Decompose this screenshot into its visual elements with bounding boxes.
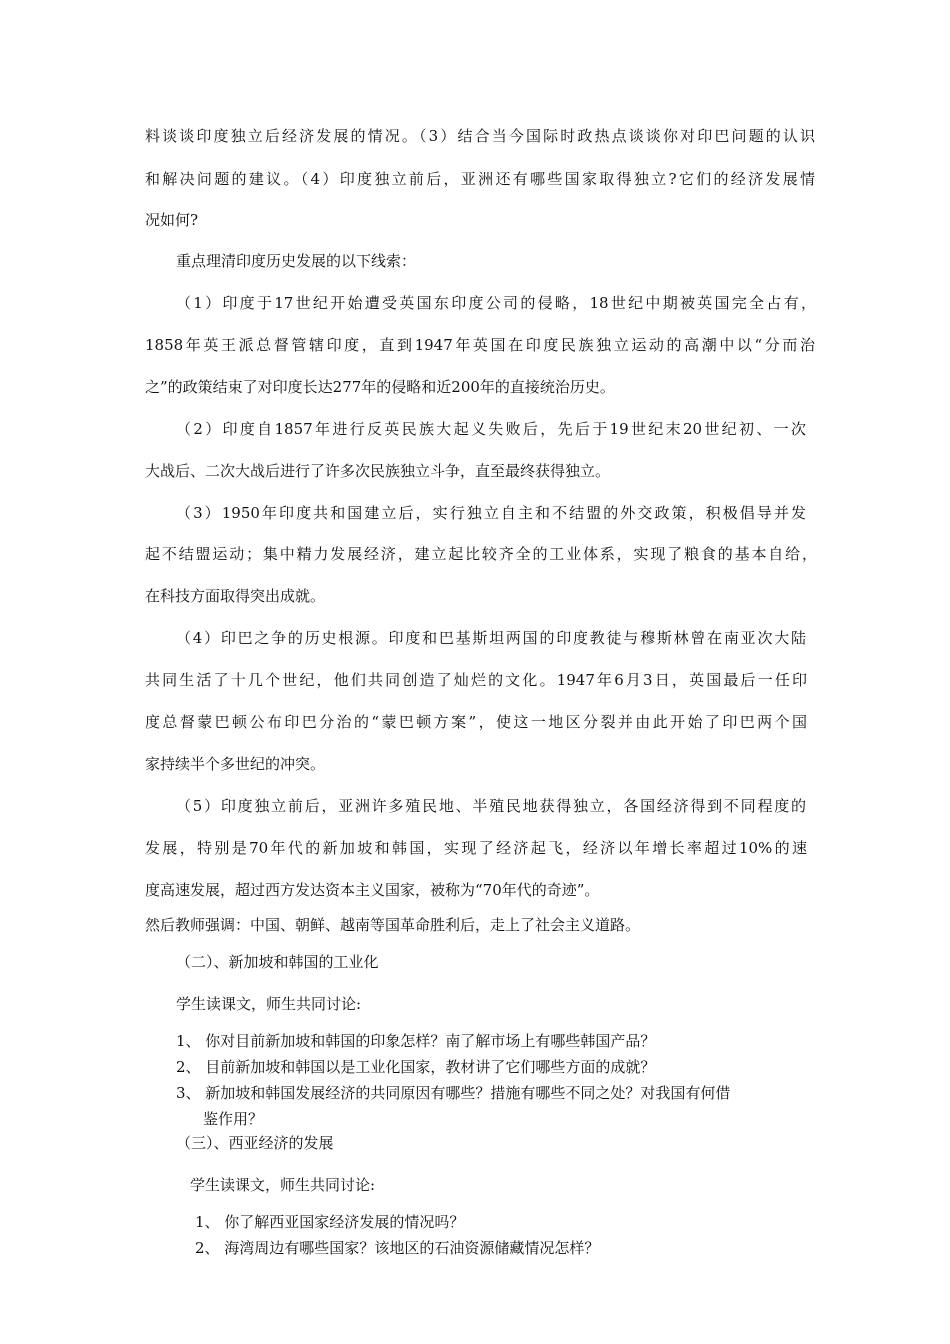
question-2-3: 3、 新加坡和韩国发展经济的共同原因有哪些？措施有哪些不同之处？对我国有何借 [176,1084,731,1102]
section-intro: 重点理清印度历史发展的以下线索： [176,252,417,270]
point-1-line-2: 1858年英王派总督管辖印度，直到1947年英国在印度民族独立运动的高潮中以“分而治 [145,336,815,354]
point-5-line-3: 度高速发展，超过西方发达资本主义国家，被称为“70年代的奇迹”。 [145,881,600,899]
point-1-line-1: （1）印度于17世纪开始遭受英国东印度公司的侵略，18世纪中期被英国完全占有， [176,294,816,312]
paragraph-line-3: 况如何? [145,211,199,229]
section-heading-3: （三）、西亚经济的发展 [176,1134,334,1152]
point-5-line-1: （5）印度独立前后，亚洲许多殖民地、半殖民地获得独立，各国经济得到不同程度的 [176,797,806,815]
section-heading-2: （二）、新加坡和韩国的工业化 [176,953,379,971]
question-2-2: 2、 目前新加坡和韩国以是工业化国家，教材讲了它们哪些方面的成就？ [176,1058,656,1076]
point-1-line-3: 之”的政策结束了对印度长达277年的侵略和近200年的直接统治历史。 [145,378,615,396]
point-4-line-3: 度总督蒙巴顿公布印巴分治的“蒙巴顿方案”，使这一地区分裂并由此开始了印巴两个国 [145,713,807,731]
point-2-line-1: （2）印度自1857年进行反英民族大起义失败后，先后于19世纪末20世纪初、一次 [176,420,806,438]
point-4-line-2: 共同生活了十几个世纪，他们共同创造了灿烂的文化。1947年6月3日，英国最后一任印 [145,671,807,689]
point-3-line-3: 在科技方面取得突出成就。 [145,587,326,605]
point-4-line-1: （4）印巴之争的历史根源。印度和巴基斯坦两国的印度教徒与穆斯林曾在南亚次大陆 [176,629,806,647]
question-2-3-cont: 鉴作用？ [203,1110,264,1128]
discussion-intro-3: 学生读课文，师生共同讨论: [190,1176,376,1194]
question-2-1: 1、 你对目前新加坡和韩国的印象怎样？南了解市场上有哪些韩国产品？ [176,1032,656,1050]
paragraph-line-1: 料谈谈印度独立后经济发展的情况。（3）结合当今国际时政热点谈谈你对印巴问题的认识 [145,127,815,145]
teacher-emphasis: 然后教师强调：中国、朝鲜、越南等国革命胜利后，走上了社会主义道路。 [145,916,641,934]
point-3-line-2: 起不结盟运动；集中精力发展经济，建立起比较齐全的工业体系，实现了粮食的基本自给， [145,545,817,563]
point-5-line-2: 发展，特别是70年代的新加坡和韩国，实现了经济起飞，经济以年增长率超过10%的速 [145,839,807,857]
point-2-line-2: 大战后、二次大战后进行了许多次民族独立斗争，直至最终获得独立。 [145,462,611,480]
paragraph-line-2: 和解决问题的建议。（4）印度独立前后，亚洲还有哪些国家取得独立?它们的经济发展情 [145,170,815,188]
point-4-line-4: 家持续半个多世纪的冲突。 [145,755,326,773]
discussion-intro-2: 学生读课文，师生共同讨论: [176,995,362,1013]
question-3-2: 2、 海湾周边有哪些国家？该地区的石油资源储藏情况怎样？ [195,1239,600,1257]
question-3-1: 1、 你了解西亚国家经济发展的情况吗？ [195,1213,465,1231]
point-3-line-1: （3）1950年印度共和国建立后，实行独立自主和不结盟的外交政策，积极倡导并发 [176,504,806,522]
